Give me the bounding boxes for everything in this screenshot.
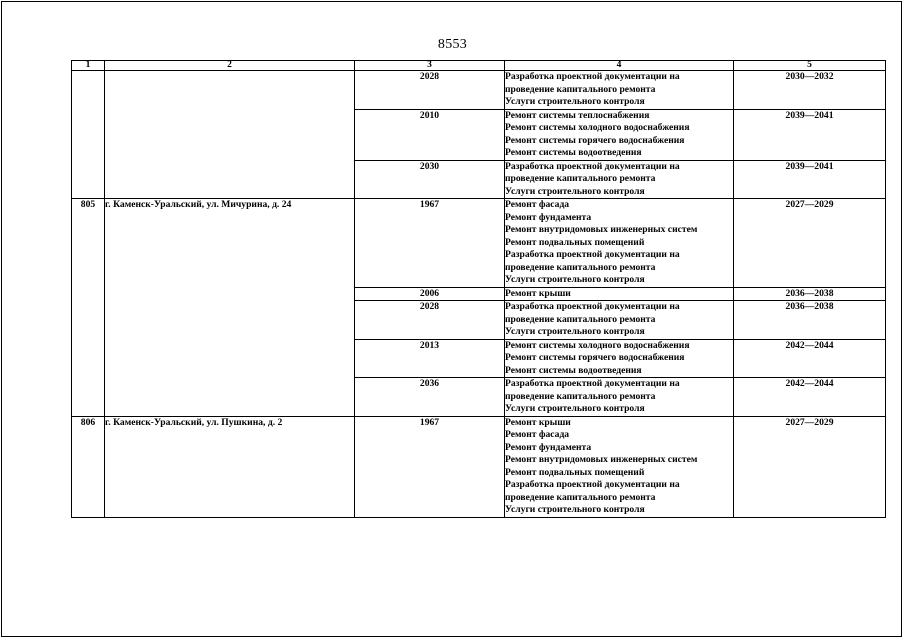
period-cell: 2039—2041: [734, 109, 886, 160]
work-item: Разработка проектной документации на: [505, 378, 680, 389]
works-cell: [505, 378, 734, 417]
building-address: г. Каменск-Уральский, ул. Мичурина, д. 24: [105, 199, 355, 417]
work-item: Ремонт системы водоотведения: [505, 147, 642, 158]
work-item: Ремонт системы водоотведения: [505, 364, 642, 376]
column-header: 4: [505, 61, 734, 71]
period-cell: 2036—2038: [734, 287, 886, 301]
year-cell: 2030: [355, 160, 505, 199]
work-item: Ремонт системы горячего водоснабжения: [505, 352, 685, 363]
table-row: [72, 71, 886, 110]
year-cell: 2028: [355, 71, 505, 110]
works-cell: [505, 160, 734, 199]
work-item: Ремонт фасада: [505, 199, 570, 210]
work-item: Услуги строительного контроля: [505, 274, 645, 285]
period-cell: 2042—2044: [734, 378, 886, 417]
year-cell: 1967: [355, 416, 505, 517]
table-body: [72, 71, 886, 518]
works-cell: [505, 71, 734, 110]
year-cell: 2006: [355, 287, 505, 301]
object-number: [72, 71, 105, 199]
work-item: Ремонт фасада: [505, 429, 570, 440]
work-item: Услуги строительного контроля: [505, 403, 645, 414]
work-item: Разработка проектной документации на: [505, 71, 680, 82]
object-number: 805: [72, 199, 105, 417]
work-item: Ремонт фундамента: [505, 441, 592, 453]
year-cell: 2010: [355, 109, 505, 160]
year-cell: 1967: [355, 199, 505, 288]
period-cell: 2027—2029: [734, 416, 886, 517]
works-cell: [505, 339, 734, 378]
period-cell: 2036—2038: [734, 301, 886, 340]
work-item: проведение капитального ремонта: [505, 313, 656, 325]
column-header: 2: [105, 61, 355, 71]
building-address: [105, 71, 355, 199]
works-cell: [505, 109, 734, 160]
work-item: Услуги строительного контроля: [505, 504, 645, 515]
building-address: г. Каменск-Уральский, ул. Пушкина, д. 2: [105, 416, 355, 517]
work-item: Разработка проектной документации на: [505, 160, 680, 172]
year-cell: 2028: [355, 301, 505, 340]
work-item: Ремонт внутридомовых инженерных систем: [505, 454, 698, 465]
work-item: проведение капитального ремонта: [505, 173, 656, 184]
work-item: Разработка проектной документации на: [505, 479, 680, 490]
work-item: Разработка проектной документации на: [505, 301, 680, 312]
works-cell: [505, 301, 734, 340]
work-item: Ремонт подвальных помещений: [505, 466, 645, 478]
work-item: Услуги строительного контроля: [505, 326, 645, 337]
work-item: проведение капитального ремонта: [505, 491, 656, 503]
works-cell: [505, 287, 734, 301]
header-row: [72, 61, 886, 71]
table-row: [72, 199, 886, 288]
work-item: проведение капитального ремонта: [505, 83, 656, 95]
work-item: Услуги строительного контроля: [505, 185, 645, 197]
column-header: 3: [355, 61, 505, 71]
work-item: Ремонт системы холодного водоснабжения: [505, 339, 690, 351]
work-item: Разработка проектной документации на: [505, 249, 680, 260]
repair-schedule-table: [71, 60, 886, 518]
period-cell: 2030—2032: [734, 71, 886, 110]
work-item: Ремонт подвальных помещений: [505, 236, 645, 248]
work-item: Ремонт крыши: [505, 416, 571, 428]
works-cell: [505, 416, 734, 517]
work-item: проведение капитального ремонта: [505, 390, 656, 402]
work-item: Ремонт системы теплоснабжения: [505, 109, 650, 121]
work-item: Ремонт крыши: [505, 287, 571, 299]
period-cell: 2042—2044: [734, 339, 886, 378]
year-cell: 2036: [355, 378, 505, 417]
work-item: Ремонт системы горячего водоснабжения: [505, 134, 685, 146]
column-header: 5: [734, 61, 886, 71]
work-item: Ремонт системы холодного водоснабжения: [505, 122, 690, 133]
works-cell: [505, 199, 734, 288]
column-header: 1: [72, 61, 105, 71]
page-number: 8553: [437, 37, 468, 52]
period-cell: 2039—2041: [734, 160, 886, 199]
period-cell: 2027—2029: [734, 199, 886, 288]
work-item: Ремонт фундамента: [505, 211, 592, 223]
table-row: [72, 416, 886, 517]
object-number: 806: [72, 416, 105, 517]
work-item: Услуги строительного контроля: [505, 96, 645, 107]
work-item: проведение капитального ремонта: [505, 261, 656, 273]
year-cell: 2013: [355, 339, 505, 378]
work-item: Ремонт внутридомовых инженерных систем: [505, 224, 698, 235]
